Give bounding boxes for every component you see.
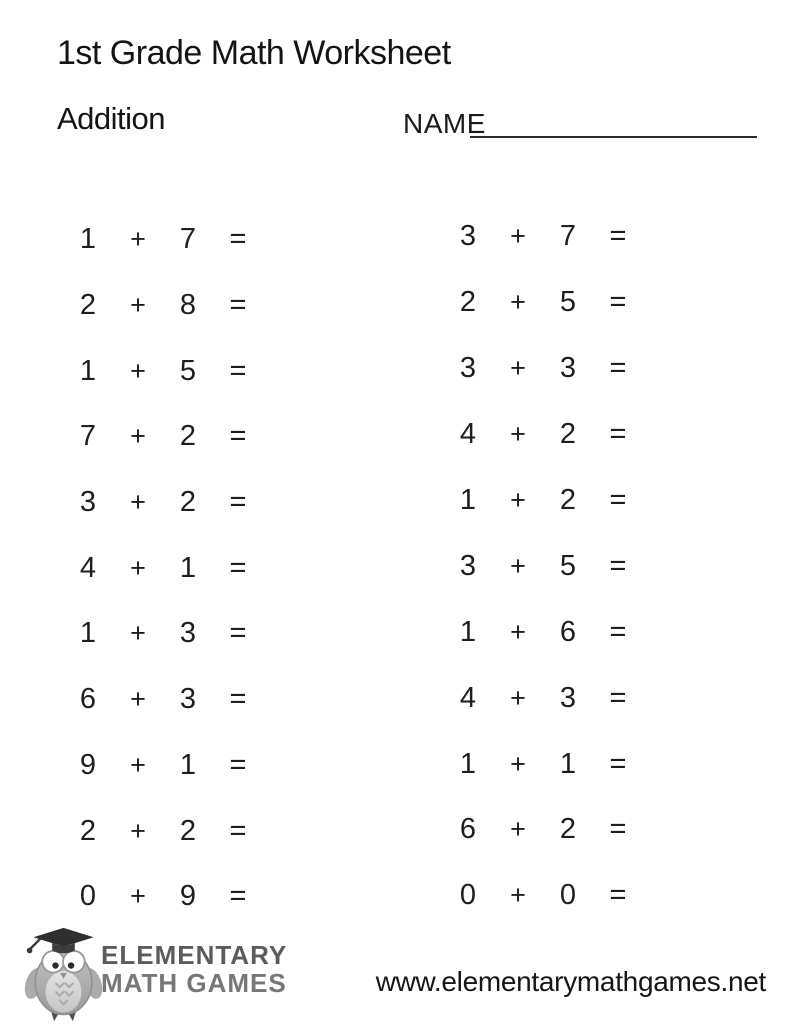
- plus-operator: +: [510, 880, 526, 911]
- addend-first: 1: [79, 354, 97, 387]
- problem-row: [63, 338, 263, 404]
- equals-sign: =: [609, 549, 627, 582]
- addend-first: 4: [459, 681, 477, 714]
- plus-operator: +: [510, 353, 526, 384]
- addend-second: 7: [179, 223, 197, 256]
- addend-first: 9: [79, 748, 97, 781]
- page-title: 1st Grade Math Worksheet: [57, 34, 451, 72]
- problem-row: [443, 731, 643, 797]
- problem-row: [63, 207, 263, 273]
- equals-sign: =: [229, 683, 247, 716]
- addend-first: 6: [79, 683, 97, 716]
- problem-row: [63, 798, 263, 864]
- problem-row: [443, 665, 643, 731]
- problem-row: [443, 336, 643, 402]
- equals-sign: =: [609, 220, 627, 253]
- equals-sign: =: [609, 681, 627, 714]
- addend-second: 3: [559, 681, 577, 714]
- addend-first: 1: [79, 617, 97, 650]
- addend-first: 2: [79, 814, 97, 847]
- equals-sign: =: [229, 420, 247, 453]
- addend-first: 4: [459, 418, 477, 451]
- addend-second: 7: [559, 220, 577, 253]
- name-label: NAME: [403, 108, 486, 139]
- plus-operator: +: [130, 618, 146, 649]
- problems-column-left: [63, 207, 263, 930]
- plus-operator: +: [130, 749, 146, 780]
- equals-sign: =: [609, 418, 627, 451]
- problem-row: [63, 601, 263, 667]
- problem-row: [443, 204, 643, 270]
- problem-row: [63, 470, 263, 536]
- plus-operator: +: [510, 550, 526, 581]
- equals-sign: =: [229, 289, 247, 322]
- section-title: Addition: [57, 101, 166, 136]
- addend-first: 3: [79, 486, 97, 519]
- addend-second: 0: [559, 879, 577, 912]
- addend-second: 3: [179, 683, 197, 716]
- addend-second: 9: [179, 880, 197, 913]
- equals-sign: =: [609, 484, 627, 516]
- plus-operator: +: [130, 421, 146, 452]
- equals-sign: =: [229, 748, 247, 781]
- addend-second: 2: [179, 420, 197, 453]
- problem-row: [443, 402, 643, 468]
- problems-column-right: [443, 204, 643, 929]
- plus-operator: +: [510, 485, 526, 515]
- addend-second: 2: [559, 484, 577, 516]
- logo-line-2: MATH GAMES: [101, 968, 287, 999]
- problem-row: [443, 270, 643, 336]
- equals-sign: =: [229, 814, 247, 847]
- addend-first: 0: [79, 880, 97, 913]
- addend-second: 2: [559, 418, 577, 451]
- addend-first: 2: [79, 289, 97, 322]
- addend-second: 1: [179, 551, 197, 584]
- problem-row: [443, 599, 643, 665]
- plus-operator: +: [130, 290, 146, 321]
- plus-operator: +: [130, 881, 146, 912]
- equals-sign: =: [229, 880, 247, 913]
- plus-operator: +: [130, 487, 146, 518]
- plus-operator: +: [130, 355, 146, 386]
- addend-second: 3: [559, 352, 577, 385]
- equals-sign: =: [609, 813, 627, 846]
- plus-operator: +: [510, 682, 526, 713]
- name-blank-line[interactable]: [470, 136, 757, 138]
- equals-sign: =: [609, 286, 627, 319]
- addend-first: 3: [459, 549, 477, 582]
- problem-row: [443, 863, 643, 929]
- plus-operator: +: [130, 684, 146, 715]
- problem-row: [63, 535, 263, 601]
- logo-line-1: ELEMENTARY: [101, 940, 288, 970]
- owl-graduation-cap-icon: [16, 925, 111, 1023]
- problem-row: [63, 733, 263, 799]
- problem-row: [63, 864, 263, 930]
- addend-first: 6: [459, 813, 477, 846]
- addend-second: 3: [179, 617, 197, 650]
- addend-first: 3: [459, 220, 477, 253]
- addend-second: 6: [559, 615, 577, 648]
- addend-first: 3: [459, 352, 477, 385]
- addend-first: 4: [79, 551, 97, 584]
- equals-sign: =: [609, 615, 627, 648]
- addend-first: 1: [459, 747, 477, 780]
- plus-operator: +: [510, 419, 526, 450]
- plus-operator: +: [510, 748, 526, 779]
- addend-second: 5: [179, 354, 197, 387]
- logo-wordmark: [101, 941, 287, 997]
- problem-row: [63, 273, 263, 339]
- addend-second: 1: [179, 748, 197, 781]
- problem-row: [443, 468, 643, 534]
- plus-operator: +: [510, 814, 526, 845]
- equals-sign: =: [229, 551, 247, 584]
- equals-sign: =: [609, 747, 627, 780]
- addend-first: 2: [459, 286, 477, 319]
- equals-sign: =: [609, 879, 627, 912]
- problem-row: [63, 667, 263, 733]
- plus-operator: +: [130, 815, 146, 846]
- equals-sign: =: [229, 617, 247, 650]
- website-url: www.elementarymathgames.net: [375, 966, 766, 997]
- equals-sign: =: [229, 223, 247, 256]
- plus-operator: +: [130, 552, 146, 583]
- plus-operator: +: [510, 616, 526, 647]
- addend-second: 8: [179, 289, 197, 322]
- addend-second: 1: [559, 747, 577, 780]
- problem-row: [443, 797, 643, 863]
- addend-second: 2: [179, 814, 197, 847]
- addend-second: 5: [559, 286, 577, 319]
- addend-second: 5: [559, 549, 577, 582]
- addend-first: 1: [79, 223, 97, 256]
- plus-operator: +: [510, 221, 526, 252]
- equals-sign: =: [229, 354, 247, 387]
- addend-second: 2: [179, 486, 197, 519]
- plus-operator: +: [510, 287, 526, 318]
- addend-first: 7: [79, 420, 97, 453]
- addend-first: 0: [459, 879, 477, 912]
- addend-first: 1: [459, 615, 477, 648]
- plus-operator: +: [130, 224, 146, 255]
- equals-sign: =: [229, 486, 247, 519]
- addend-second: 2: [559, 813, 577, 846]
- addend-first: 1: [459, 484, 477, 516]
- equals-sign: =: [609, 352, 627, 385]
- problem-row: [63, 404, 263, 470]
- problem-row: [443, 533, 643, 599]
